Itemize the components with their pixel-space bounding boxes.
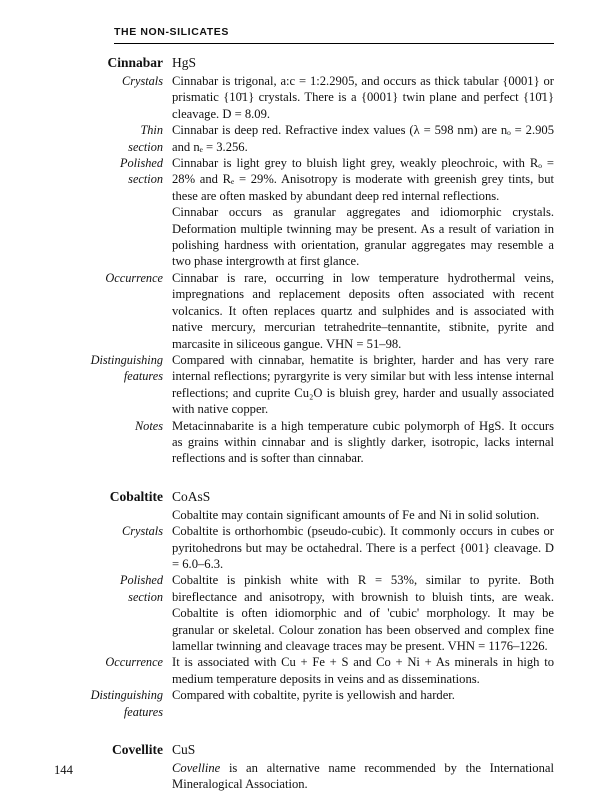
section-row <box>54 270 554 352</box>
section-text: Cinnabar is trigonal, a:c = 1:2.2905, and occurs as thick tabular {0001} or prismatic {10̄1} crystals. There is a {0001} twin plane and perfect {10̄1} cleavage. D = 8.09. <box>172 74 554 121</box>
mineral-formula: CoAsS <box>172 488 211 504</box>
section-label: Thin section <box>128 123 163 154</box>
section-row <box>54 73 554 122</box>
section-row <box>54 352 554 418</box>
section-row <box>54 122 554 155</box>
section-label: Notes <box>134 418 163 433</box>
mineral-name: Cinnabar <box>107 55 163 70</box>
section-text: It is associated with Cu + Fe + S and Co + Ni + As minerals in high to medium temperature deposits in veins and as disseminations. <box>172 655 554 686</box>
section-label: Distinguishing features <box>90 352 163 384</box>
section-label: Occurrence <box>105 655 163 670</box>
section-label: Crystals <box>122 524 163 539</box>
section-label: Distinguishing features <box>90 688 163 719</box>
mineral-formula: HgS <box>172 55 197 70</box>
section-label: Crystals <box>122 74 163 88</box>
mineral-name: Covellite <box>112 742 163 758</box>
section-row-continuation <box>54 204 554 270</box>
section-text: Cobaltite is pinkish white with R = 53%, similar to pyrite. Both bireflectance and anisotropy, with brownish to bluish tints, are weak. Cobaltite is often idiomorphic and of 'cubic' morphology. It may be granular or skeletal. Colour zonation has been observed and complex fine lamellar twinning and cleavage traces may be present. VHN = 1176–1226. <box>172 573 554 653</box>
section-text: Cinnabar occurs as granular aggregates and idiomorphic crystals. Deformation multiple twinning may be present. As a result of variation in polishing hardness with orientation, granular aggregates may resemble a two phase intergrowth at first glance. <box>172 205 554 269</box>
section-text: Cinnabar is deep red. Refractive index values (λ = 598 nm) are nₒ = 2.905 and nₑ = 3.256. <box>172 123 554 154</box>
section-text: Metacinnabarite is a high temperature cubic polymorph of HgS. It occurs as grains within cinnabar and is slightly darker, isotropic, lacks internal reflections and is softer than cinnabar. <box>172 418 554 466</box>
section-row <box>54 654 554 687</box>
entry-heading <box>54 742 554 758</box>
section-row <box>54 155 554 204</box>
running-head: THE NON-SILICATES <box>114 26 230 38</box>
section-row <box>54 687 554 720</box>
section-row-continuation <box>54 760 554 793</box>
section-label: Polished section <box>119 573 163 604</box>
italic-lead: Covelline <box>172 761 221 776</box>
entry-covellite <box>54 742 554 793</box>
section-text: Cobaltite is orthorhombic (pseudo-cubic). It commonly occurs in cubes or pyritohedrons but may be octahedral. There is a perfect {001} cleavage. D = 6.0–6.3. <box>172 524 554 571</box>
section-label: Polished section <box>119 156 163 187</box>
section-text: Compared with cinnabar, hematite is brighter, harder and has very rare internal reflections; pyrargyrite is very similar but with less intense internal reflections; and cuprite Cu₂O is bluish grey, harder and usually associated with native copper. <box>172 352 554 417</box>
section-text: Cinnabar is rare, occurring in low temperature hydrothermal veins, impregnations and replacement deposits often associated with recent volcanics. It often replaces quartz and sulphides and is associated with native mercury, mercurian tetrahedrite–tennantite, stibnite, pyrite and marcasite in siliceous gangue. VHN = 51–98. <box>172 270 554 351</box>
entry-heading <box>54 55 554 71</box>
page-number: 144 <box>54 763 73 777</box>
entry-spacer <box>54 467 554 489</box>
section-row <box>54 572 554 654</box>
entry-spacer <box>54 720 554 742</box>
section-text: Cobaltite may contain significant amounts of Fe and Ni in solid solution. <box>172 507 540 522</box>
section-row <box>54 523 554 572</box>
entry-cinnabar <box>54 55 554 467</box>
entry-heading <box>54 489 554 505</box>
section-text: Compared with cobaltite, pyrite is yellowish and harder. <box>172 688 455 703</box>
section-row-continuation <box>54 507 554 523</box>
section-text: Cinnabar is light grey to bluish light grey, weakly pleochroic, with Rₒ = 28% and Rₑ = 29%. Anisotropy is moderate with greenish grey tints, but these are often masked by abundant deep red internal reflections. <box>172 156 554 203</box>
mineral-formula: CuS <box>172 742 196 758</box>
section-row <box>54 418 554 467</box>
mineral-name: Cobaltite <box>109 488 163 504</box>
entry-cobaltite <box>54 489 554 720</box>
section-text: Covelline is an alternative name recommended by the International Mineralogical Association. <box>172 761 554 792</box>
section-label: Occurrence <box>105 270 163 285</box>
header-rule <box>114 43 554 44</box>
